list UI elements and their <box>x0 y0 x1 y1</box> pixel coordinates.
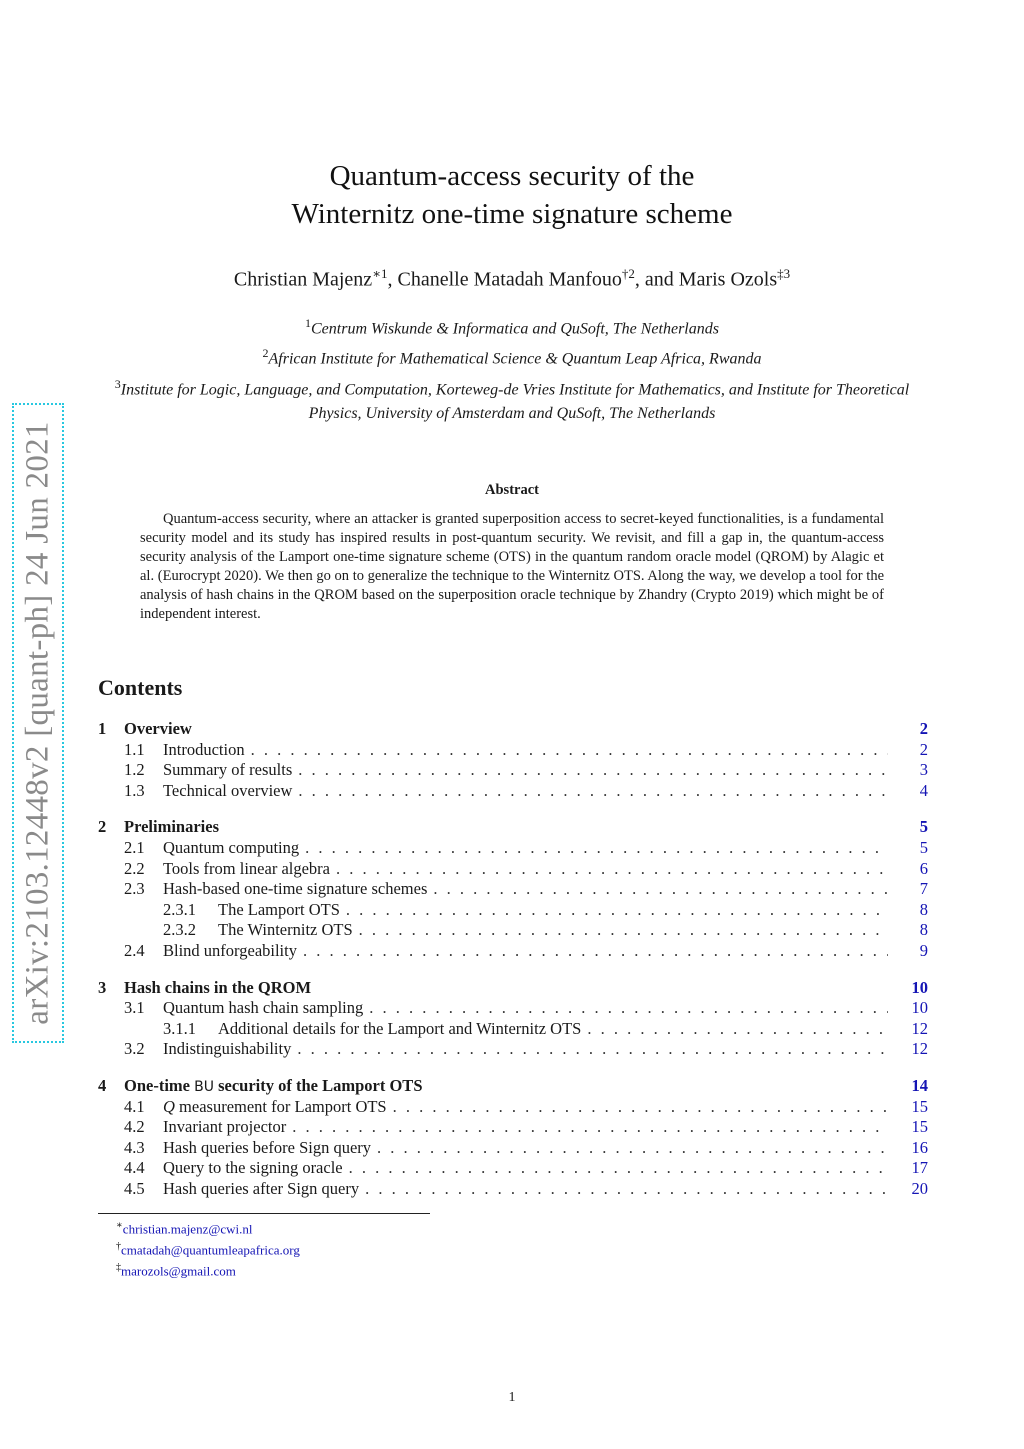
toc-title: Blind unforgeability <box>163 940 297 960</box>
toc-entry[interactable] <box>98 740 928 761</box>
toc-title: Invariant projector <box>163 1117 287 1137</box>
toc-number: 1 <box>98 719 107 738</box>
author-mark: ‡3 <box>777 266 791 281</box>
arxiv-id: arXiv:2103.12448v2 [quant-ph] 24 Jun 2021 <box>19 421 56 1025</box>
table-of-contents <box>98 719 928 1215</box>
toc-entry[interactable] <box>98 1019 928 1040</box>
toc-page-link[interactable]: 6 <box>919 858 928 878</box>
footnote-mark: ∗ <box>116 1220 123 1231</box>
leader-dots <box>393 1097 888 1117</box>
author-name: Christian Majenz <box>233 268 373 291</box>
toc-page-link[interactable]: 10 <box>911 998 928 1018</box>
toc-title-part: One-time <box>124 1075 195 1095</box>
footnote-divider <box>98 1213 430 1214</box>
toc-title: Quantum hash chain sampling <box>163 998 364 1018</box>
arxiv-stamp <box>12 403 64 1043</box>
toc-entry[interactable] <box>98 998 928 1019</box>
toc-entry[interactable] <box>98 1158 928 1179</box>
email-link[interactable]: christian.majenz@cwi.nl <box>122 1221 253 1237</box>
abstract-heading: Abstract <box>485 482 539 498</box>
leader-dots <box>369 998 888 1018</box>
toc-number: 2.3.1 <box>163 899 196 919</box>
toc-entry[interactable] <box>98 760 928 781</box>
toc-entry[interactable] <box>98 978 928 999</box>
affiliation <box>110 311 914 341</box>
toc-section <box>98 719 928 801</box>
footnote <box>116 1238 300 1259</box>
toc-entry[interactable] <box>98 859 928 880</box>
leader-dots <box>359 920 888 940</box>
toc-section <box>98 978 928 1060</box>
footnote <box>116 1217 300 1238</box>
toc-page-link[interactable]: 4 <box>919 780 928 800</box>
toc-title: Summary of results <box>163 760 293 780</box>
toc-title: The Lamport OTS <box>218 899 340 919</box>
toc-page-link[interactable]: 5 <box>919 817 928 837</box>
toc-number: 1.2 <box>124 760 145 780</box>
toc-page-link[interactable]: 12 <box>911 1018 928 1038</box>
affiliation <box>110 341 914 371</box>
leader-dots <box>346 900 888 920</box>
toc-page-link[interactable]: 2 <box>919 739 928 759</box>
toc-number: 4.5 <box>124 1178 145 1198</box>
author-separator: , <box>387 268 398 291</box>
contents-heading: Contents <box>98 675 183 700</box>
toc-title-part: Q <box>163 1096 175 1116</box>
toc-title: Overview <box>124 719 192 738</box>
toc-entry[interactable] <box>98 1138 928 1159</box>
toc-page-link[interactable]: 2 <box>919 719 928 738</box>
affiliation-number: 1 <box>305 316 311 330</box>
affiliations <box>110 311 914 426</box>
page-number: 1 <box>508 1390 516 1405</box>
paper-title <box>0 157 1024 233</box>
toc-number: 4.1 <box>124 1096 145 1116</box>
toc-number: 3.1.1 <box>163 1018 196 1038</box>
title-line-1: Quantum-access security of the <box>329 160 695 192</box>
author-name: Chanelle Matadah Manfouo <box>397 268 622 291</box>
leader-dots <box>303 941 888 961</box>
toc-title <box>124 1076 423 1096</box>
toc-entry[interactable] <box>98 1076 928 1097</box>
abstract-text: Quantum-access security, where an attacker is granted superposition access to secret-keyed functionalities, is a fundamental security model and its study has inspired results in post-quantum security. We revisit, and fill a gap in, the quantum-access security analysis of the Lamport one-time signature scheme (OTS) in the quantum random oracle model (QROM) by Alagic et al. (Eurocrypt 2020). We then go on to generalize the technique to the Winternitz OTS. Along the way, we develop a tool for the analysis of hash chains in the QROM based on the superposition oracle technique by Zhandry (Crypto 2019) which might be of independent interest. <box>140 511 884 622</box>
toc-page-link[interactable]: 8 <box>919 899 928 919</box>
footnote-mark: † <box>116 1240 121 1252</box>
toc-number: 2.2 <box>124 858 145 878</box>
toc-title: Hash queries after Sign query <box>163 1178 360 1198</box>
affiliation-text: Centrum Wiskunde & Informatica and QuSoft, The Netherlands <box>311 320 719 338</box>
footnotes <box>116 1217 300 1279</box>
leader-dots <box>365 1179 888 1199</box>
toc-entry[interactable] <box>98 838 928 859</box>
toc-number: 4 <box>98 1075 107 1095</box>
toc-title: Additional details for the Lamport and Winternitz OTS <box>218 1018 582 1038</box>
toc-page-link[interactable]: 8 <box>919 920 928 940</box>
toc-page-link[interactable]: 9 <box>919 940 928 960</box>
toc-title <box>163 1097 387 1117</box>
toc-page-link[interactable]: 16 <box>911 1137 928 1157</box>
toc-number: 3.2 <box>124 1039 145 1059</box>
email-link[interactable]: cmatadah@quantumleapafrica.org <box>121 1242 300 1258</box>
toc-page-link[interactable]: 17 <box>911 1158 928 1178</box>
toc-number: 2.3 <box>124 879 145 899</box>
affiliation <box>110 372 914 426</box>
toc-entry[interactable] <box>98 920 928 941</box>
email-link[interactable]: marozols@gmail.com <box>121 1262 236 1278</box>
affiliation-text: African Institute for Mathematical Science & Quantum Leap Africa, Rwanda <box>268 350 762 368</box>
toc-title: Indistinguishability <box>163 1039 292 1059</box>
toc-entry[interactable] <box>98 1039 928 1060</box>
affiliation-number: 2 <box>262 346 269 361</box>
toc-number: 4.2 <box>124 1117 145 1137</box>
toc-title: Hash chains in the QROM <box>124 977 312 997</box>
toc-number: 1.1 <box>124 739 145 759</box>
toc-title: Introduction <box>163 739 245 759</box>
leader-dots <box>377 1138 888 1158</box>
author-list <box>0 266 1024 292</box>
toc-entry[interactable] <box>98 879 928 900</box>
toc-entry[interactable] <box>98 941 928 962</box>
toc-title: Preliminaries <box>124 817 220 837</box>
toc-section <box>98 817 928 961</box>
leader-dots <box>298 760 888 780</box>
toc-title: The Winternitz OTS <box>218 920 353 940</box>
toc-entry[interactable] <box>98 1117 928 1138</box>
leader-dots <box>298 781 888 801</box>
toc-number: 2.1 <box>124 837 145 857</box>
leader-dots <box>305 838 888 858</box>
toc-page-link[interactable]: 5 <box>919 837 928 857</box>
toc-title-part: BU <box>194 1078 214 1095</box>
toc-number: 4.4 <box>124 1158 145 1178</box>
affiliation-text: Institute for Logic, Language, and Computation, Korteweg-de Vries Institute for Mathematics, and Institute for Theoretical Physics, University of Amsterdam and QuSoft, The Netherlands <box>120 380 910 422</box>
toc-title: Query to the signing oracle <box>163 1158 343 1178</box>
leader-dots <box>433 879 888 899</box>
toc-number: 4.3 <box>124 1137 145 1157</box>
footnote <box>116 1259 300 1280</box>
toc-page-link[interactable]: 15 <box>911 1117 928 1137</box>
toc-title: Hash-based one-time signature schemes <box>163 879 428 899</box>
toc-title: Hash queries before Sign query <box>163 1137 372 1157</box>
author-mark: ∗1 <box>372 266 388 281</box>
toc-number: 2.3.2 <box>163 920 196 940</box>
author-mark: †2 <box>621 266 635 281</box>
toc-entry[interactable] <box>98 781 928 802</box>
title-line-2: Winternitz one-time signature scheme <box>291 198 733 230</box>
toc-title-part: measurement for Lamport OTS <box>174 1096 387 1116</box>
toc-number: 1.3 <box>124 780 145 800</box>
toc-page-link[interactable]: 20 <box>911 1178 928 1198</box>
toc-page-link[interactable]: 7 <box>919 879 928 899</box>
toc-entry[interactable] <box>98 1179 928 1200</box>
toc-title-part: security of the Lamport OTS <box>213 1075 423 1095</box>
toc-title: Quantum computing <box>163 837 300 857</box>
toc-entry[interactable] <box>98 1097 928 1118</box>
toc-number: 2 <box>98 817 107 837</box>
author-name: Maris Ozols <box>678 268 778 291</box>
toc-page-link[interactable]: 15 <box>911 1096 928 1116</box>
toc-entry[interactable] <box>98 719 928 740</box>
toc-page-link[interactable]: 14 <box>911 1075 928 1095</box>
toc-page-link[interactable]: 10 <box>911 977 928 997</box>
toc-number: 3 <box>98 977 107 997</box>
leader-dots <box>336 859 888 879</box>
toc-entry[interactable] <box>98 817 928 838</box>
toc-page-link[interactable]: 3 <box>919 760 928 780</box>
toc-entry[interactable] <box>98 900 928 921</box>
toc-title: Technical overview <box>163 780 293 800</box>
toc-title: Tools from linear algebra <box>163 858 330 878</box>
toc-number: 2.4 <box>124 940 145 960</box>
leader-dots <box>587 1019 888 1039</box>
footnote-mark: ‡ <box>116 1261 121 1273</box>
affiliation-number: 3 <box>114 376 121 391</box>
toc-number: 3.1 <box>124 998 145 1018</box>
leader-dots <box>292 1117 888 1137</box>
leader-dots <box>349 1158 888 1178</box>
leader-dots <box>251 740 888 760</box>
toc-section <box>98 1076 928 1200</box>
leader-dots <box>297 1039 888 1059</box>
author-separator: , and <box>634 268 679 291</box>
toc-page-link[interactable]: 12 <box>911 1039 928 1059</box>
